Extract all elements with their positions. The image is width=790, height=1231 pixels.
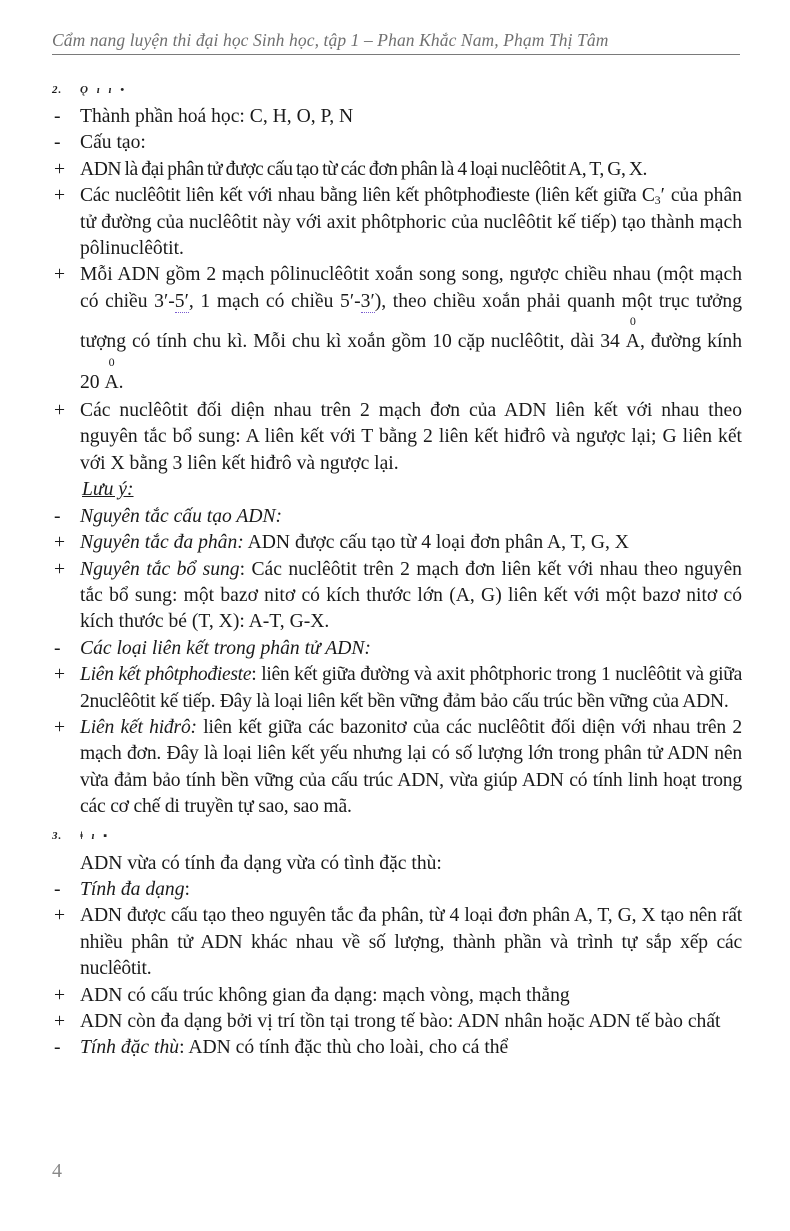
note-item [52,636,742,662]
page-content [52,78,742,1062]
section-2-intro: ADN vừa có tính đa dạng vừa có tình đặc thù: [80,852,442,874]
spellcheck-underline: 5′ [174,290,189,312]
list-item [52,183,742,262]
bullet-marker: + [54,158,66,180]
subscript: 3 [654,193,661,208]
item-term: Tính đa dạng [80,878,185,900]
list-item [52,1035,742,1061]
list-item [52,262,742,396]
item-term: Tính đặc thù [80,1037,180,1059]
list-item [52,903,742,982]
note-text: : Các nuclêôtit trên 2 mạch đơn liên kết với nhau theo nguyên tắc bổ sung: một bazơ nitơ có kích thước lớn (A, G) liên kết với một bazơ nitơ có kích thước bé (T, X): A-T, G-X. [80,558,742,633]
text-segment: Mỗi ADN gồm 2 mạch pôlinuclêôtit xoắn song song, ngược chiều nhau (một mạch có chiều 3′- [80,264,742,312]
list-item-text: Cấu tạo: [80,132,146,154]
bullet-marker: + [54,558,66,580]
list-item-text: Các nuclêôtit đối diện nhau trên 2 mạch đơn của ADN liên kết với nhau theo nguyên tắc bổ sung: A liên kết với T bằng 2 liên kết hiđrô và ngược lại; G liên kết với X bằng 3 liên kết hiđrô và ngược lại. [80,400,742,474]
section-2-number: 3. [52,830,63,843]
item-text: : ADN có tính đặc thù cho loài, cho cá thể [179,1037,509,1059]
list-item [52,877,742,903]
note-text: liên kết giữa các bazonitơ của các nuclêôtit đối diện với nhau trên 2 mạch đơn. Đây là loại liên kết yếu nhưng lại có số lượng lớn trong phân tử ADN nên vừa đảm bảo tính bền vững của cấu trúc ADN, vừa giúp ADN có tính linh hoạt trong các cơ chế di truyền tự sao, sao mã. [80,716,743,818]
item-text: ADN còn đa dạng bởi vị trí tồn tại trong tế bào: ADN nhân hoặc ADN tế bào chất [80,1011,721,1032]
text-segment: , 1 mạch có chiều 5′- [188,290,361,312]
list-item [52,398,742,477]
bullet-marker: + [54,716,66,738]
item-text: ADN được cấu tạo theo nguyên tắc đa phân, từ 4 loại đơn phân A, T, G, X tạo nên rất nhiều phân tử ADN khác nhau về số lượng, thành phần và trình tự sắp xếp các nuclêôtit. [80,905,742,980]
note-item [52,557,742,636]
unit-letter: A [104,371,119,393]
note-label: Lưu ý: [82,479,134,501]
angstrom-unit [626,315,640,355]
section-1-number: 2. [52,83,63,96]
item-text: : [184,878,190,900]
spellcheck-underline: 3′ [360,290,375,312]
note-term: Nguyên tắc cấu tạo ADN: [80,505,283,527]
text-segment: Các nuclêôtit liên kết với nhau bằng liên kết phôtphođieste (liên kết giữa C [80,185,655,207]
list-item [52,157,742,183]
note-text: ADN được cấu tạo từ 4 loại đơn phân A, T, G, X [243,532,629,554]
angstrom-mark: 0 [629,314,636,329]
page-number: 4 [52,1160,62,1182]
list-item-text: ADN là đại phân tử được cấu tạo từ các đơn phân là 4 loại nuclêôtit A, T, G, X. [80,158,647,180]
section-1-heading [52,78,742,102]
note-term: Liên kết hiđrô: [80,716,197,738]
note-term: Nguyên tắc đa phân: [80,532,244,554]
text-segment: . [118,371,124,393]
section-2-title-glyphs: ǂ ı ▪ [80,830,111,843]
item-text: ADN có cấu trúc không gian đa dạng: mạch vòng, mạch thẳng [80,984,570,1006]
bullet-marker: + [54,664,66,686]
angstrom-mark: 0 [108,354,115,369]
bullet-marker: - [54,505,61,527]
bullet-marker: + [54,984,66,1006]
bullet-marker: - [54,106,61,127]
section-2-heading [52,825,742,849]
bullet-marker: + [54,400,66,422]
bullet-marker: + [54,532,66,554]
bullet-marker: - [54,132,61,154]
list-item [52,983,742,1009]
note-item [52,662,742,715]
list-item-text: Thành phần hoá học: C, H, O, P, N [80,106,354,127]
note-term: Nguyên tắc bổ sung [80,558,240,580]
bullet-marker: - [54,878,61,900]
bullet-marker: + [54,264,66,286]
note-item [52,715,742,821]
list-item-text [80,262,742,396]
note-item [52,504,742,530]
note-item [52,530,742,556]
unit-letter: A [625,331,640,353]
list-item-composition [52,104,742,130]
bullet-marker: + [54,185,66,207]
bullet-marker: - [54,1037,61,1059]
running-header [52,30,740,55]
list-item-text [80,183,742,262]
bullet-marker: + [54,905,66,927]
list-item-structure [52,130,742,156]
bullet-marker: + [54,1011,66,1032]
angstrom-unit [105,356,119,396]
note-text: : liên kết giữa đường và axit phôtphoric trong 1 nuclêôtit và giữa 2nuclêôtit kế tiếp. Đây là loại liên kết bền vững đảm bảo cấu trúc bền vững của ADN. [80,664,742,712]
bullet-marker: - [54,637,61,659]
list-item [52,1009,742,1035]
text-segment: , đường kính 20 [80,331,742,393]
note-term: Liên kết phôtphođieste [80,664,252,686]
text-segment: ′ của phân tử đường của nuclêôtit này với axit phôtphoric của nuclêôtit kế tiếp) tạo thành mạch pôlinuclêôtit. [80,185,742,260]
section-1-title-glyphs: Ǫ ı ı • [80,83,128,96]
note-term: Các loại liên kết trong phân tử ADN: [80,637,371,659]
text-segment: ), theo chiều xoắn phải quanh một trục tưởng tượng có tính chu kì. Mỗi chu kì xoắn gồm 10 cặp nuclêôtit, dài 34 [80,290,742,353]
running-title: Cẩm nang luyện thi đại học Sinh học, tập 1 – Phan Khắc Nam, Phạm Thị Tâm [52,30,609,50]
